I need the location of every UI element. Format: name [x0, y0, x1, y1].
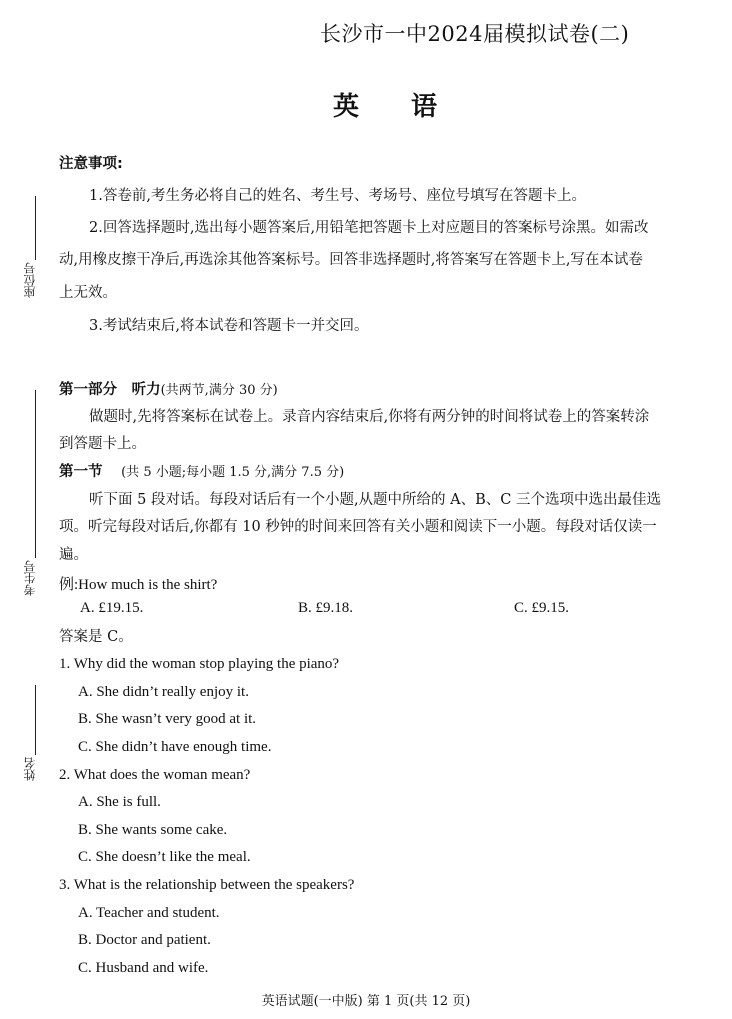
example-answer: 答案是 C。	[59, 629, 133, 645]
question-2-option-b: B. She wants some cake.	[78, 822, 228, 838]
part1-intro-line-1: 做题时,先将答案标在试卷上。录音内容结束后,你将有两分钟的时间将试卷上的答案转涂	[89, 409, 650, 425]
name-label: 姓名	[23, 757, 37, 781]
section1-instructions-line-1: 听下面 5 段对话。每段对话后有一个小题,从题中所给的 A、B、C 三个选项中选出最佳选	[89, 492, 661, 508]
section1-score: (共 5 小题;每小题 1.5 分,满分 7.5 分)	[121, 465, 345, 480]
part1-score: (共两节,满分 30 分)	[160, 383, 278, 398]
exam-title: 长沙市一中2024届模拟试卷(二)	[320, 22, 630, 46]
question-1-option-c: C. She didn’t have enough time.	[78, 739, 272, 755]
note-item-2-line-1: 2.回答选择题时,选出每小题答案后,用铅笔把答题卡上对应题目的答案标号涂黑。如需改	[89, 220, 649, 236]
seat-number-label: 座位号	[23, 262, 37, 298]
part1-title: 第一部分	[59, 382, 117, 398]
seat-number-line	[35, 196, 36, 260]
name-line	[35, 685, 36, 755]
question-2-stem: 2. What does the woman mean?	[59, 767, 251, 783]
note-item-2-line-3: 上无效。	[59, 285, 117, 301]
section1-instructions-line-2: 项。听完每段对话后,你都有 10 秒钟的时间来回答有关小题和阅读下一小题。每段对话仅读一	[59, 519, 657, 535]
section1-heading	[59, 462, 344, 483]
page-footer: 英语试题(一中版) 第 1 页(共 12 页)	[261, 994, 471, 1009]
exam-id-label: 考生号	[23, 560, 37, 596]
question-2-option-c: C. She doesn’t like the meal.	[78, 849, 251, 865]
question-3-stem: 3. What is the relationship between the speakers?	[59, 877, 355, 893]
section1-title: 第一节	[59, 464, 103, 480]
note-item-2-line-2: 动,用橡皮擦干净后,再选涂其他答案标号。回答非选择题时,将答案写在答题卡上,写在本试卷	[59, 252, 643, 268]
part1-intro-line-2: 到答题卡上。	[59, 436, 146, 452]
exam-id-line	[35, 390, 36, 558]
question-3-option-c: C. Husband and wife.	[78, 960, 209, 976]
question-3-option-b: B. Doctor and patient.	[78, 932, 211, 948]
question-1-option-b: B. She wasn’t very good at it.	[78, 711, 257, 727]
part1-heading	[59, 380, 278, 401]
question-1-option-a: A. She didn’t really enjoy it.	[78, 684, 249, 700]
section1-instructions-line-3: 遍。	[59, 547, 88, 563]
example-option-c: C. £9.15.	[514, 600, 570, 616]
subject-title: 英语	[333, 92, 490, 122]
example-option-a: A. £19.15.	[80, 600, 144, 616]
question-1-stem: 1. Why did the woman stop playing the piano?	[59, 656, 340, 672]
example-question: 例:How much is the shirt?	[59, 577, 218, 593]
part1-name: 听力	[131, 382, 161, 398]
example-option-b: B. £9.18.	[298, 600, 354, 616]
question-2-option-a: A. She is full.	[78, 794, 161, 810]
note-item-1: 1.答卷前,考生务必将自己的姓名、考生号、考场号、座位号填写在答题卡上。	[89, 188, 586, 204]
note-item-3: 3.考试结束后,将本试卷和答题卡一并交回。	[89, 318, 369, 334]
notes-heading: 注意事项:	[59, 156, 123, 172]
question-3-option-a: A. Teacher and student.	[78, 905, 220, 921]
